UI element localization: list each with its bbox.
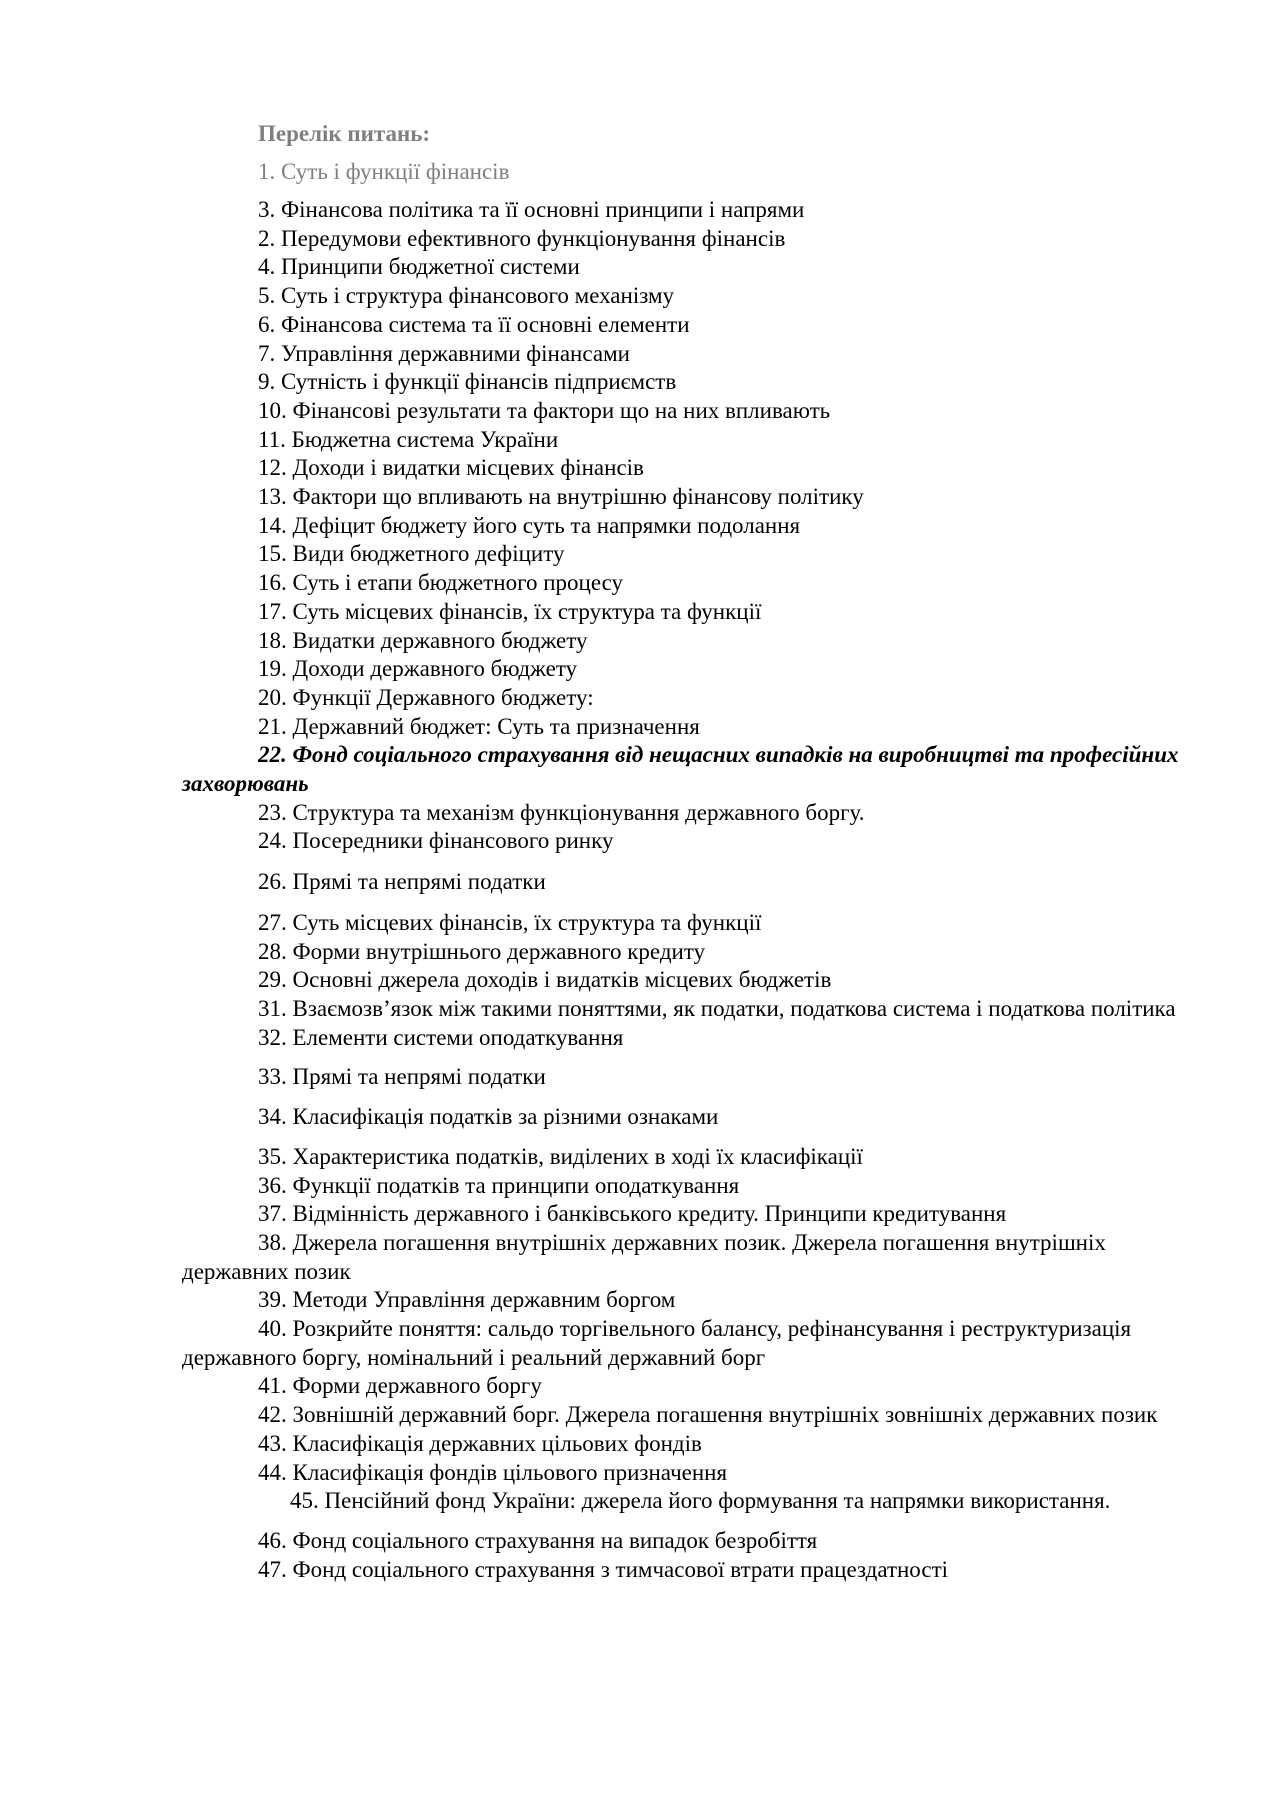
question-item: 13. Фактори що впливають на внутрішню фінансову політику [258,484,864,510]
question-item: 12. Доходи і видатки місцевих фінансів [258,455,644,481]
question-item: 18. Видатки державного бюджету [258,627,588,653]
question-item: 5. Суть і структура фінансового механізму [258,283,675,309]
question-item: 21. Державний бюджет: Суть та призначення [258,713,700,739]
question-item: 3. Фінансова політика та її основні принципи і напрями [258,197,805,222]
question-item: 9. Сутність і функції фінансів підприємств [258,369,677,395]
question-item: 11. Бюджетна система України [258,426,559,452]
question-item-1: 1. Суть і функції фінансів [258,159,510,184]
question-item: 10. Фінансові результати та фактори що на них впливають [258,397,831,423]
question-item: 38. Джерела погашення внутрішніх державних позик. Джерела погашення внутрішніх державних позик [182,1229,1106,1284]
question-item: 43. Класифікація державних цільових фондів [258,1430,702,1456]
question-item: 27. Суть місцевих фінансів, їх структура та функції [258,909,762,935]
question-item: 47. Фонд соціального страхування з тимчасової втрати працездатності [258,1556,949,1582]
question-item: 2. Передумови ефективного функціонування фінансів [258,225,786,251]
question-item: 15. Види бюджетного дефіциту [258,541,565,567]
question-item: 33. Прямі та непрямі податки [258,1064,546,1090]
question-item: 14. Дефіцит бюджету його суть та напрямки подолання [258,512,801,538]
list-heading: Перелік питань: [258,121,431,146]
question-item: 23. Структура та механізм функціонування державного боргу. [258,799,865,825]
question-item: 20. Функції Державного бюджету: [258,684,594,710]
question-item: 37. Відмінність державного і банківського кредиту. Принципи кредитування [258,1201,1007,1227]
question-item: 28. Форми внутрішнього державного кредиту [258,938,706,964]
question-item: 40. Розкрийте поняття: сальдо торгівельного балансу, рефінансування і реструктуризація державного боргу, номінальний і реальний державний борг [182,1316,1132,1370]
question-item: 41. Форми державного боргу [258,1373,542,1399]
question-item: 39. Методи Управління державним боргом [258,1287,676,1313]
question-item: 24. Посередники фінансового ринку [258,828,614,854]
question-item: 44. Класифікація фондів цільового призначення [258,1459,728,1485]
question-item: 36. Функції податків та принципи оподаткування [258,1172,740,1198]
question-item: 46. Фонд соціального страхування на випадок безробіття [258,1527,818,1553]
question-item: 29. Основні джерела доходів і видатків місцевих бюджетів [258,967,832,993]
question-item: 35. Характеристика податків, виділених в ході їх класифікації [258,1143,863,1169]
question-item: 45. Пенсійний фонд України: джерела його формування та напрямки використання. [290,1488,1111,1514]
question-item-highlighted: 22. Фонд соціального страхування від нещасних випадків на виробництві та професійних захворювань [182,742,1179,797]
question-item: 31. Взаємозв’язок між такими поняттями, як податки, податкова система і податкова політика [258,995,1176,1021]
question-item: 6. Фінансова система та її основні елементи [258,311,690,337]
question-item: 16. Суть і етапи бюджетного процесу [258,570,624,596]
question-item: 34. Класифікація податків за різними ознаками [258,1104,719,1130]
question-item: 26. Прямі та непрямі податки [258,869,546,895]
question-item: 19. Доходи державного бюджету [258,656,578,682]
question-list [182,120,1202,1584]
question-item: 4. Принципи бюджетної системи [258,254,580,280]
question-item: 7. Управління державними фінансами [258,340,630,366]
question-item: 17. Суть місцевих фінансів, їх структура та функції [258,598,762,624]
question-item: 42. Зовнішній державний борг. Джерела погашення внутрішніх зовнішніх державних позик [258,1402,1158,1428]
question-item: 32. Елементи системи оподаткування [258,1024,624,1050]
